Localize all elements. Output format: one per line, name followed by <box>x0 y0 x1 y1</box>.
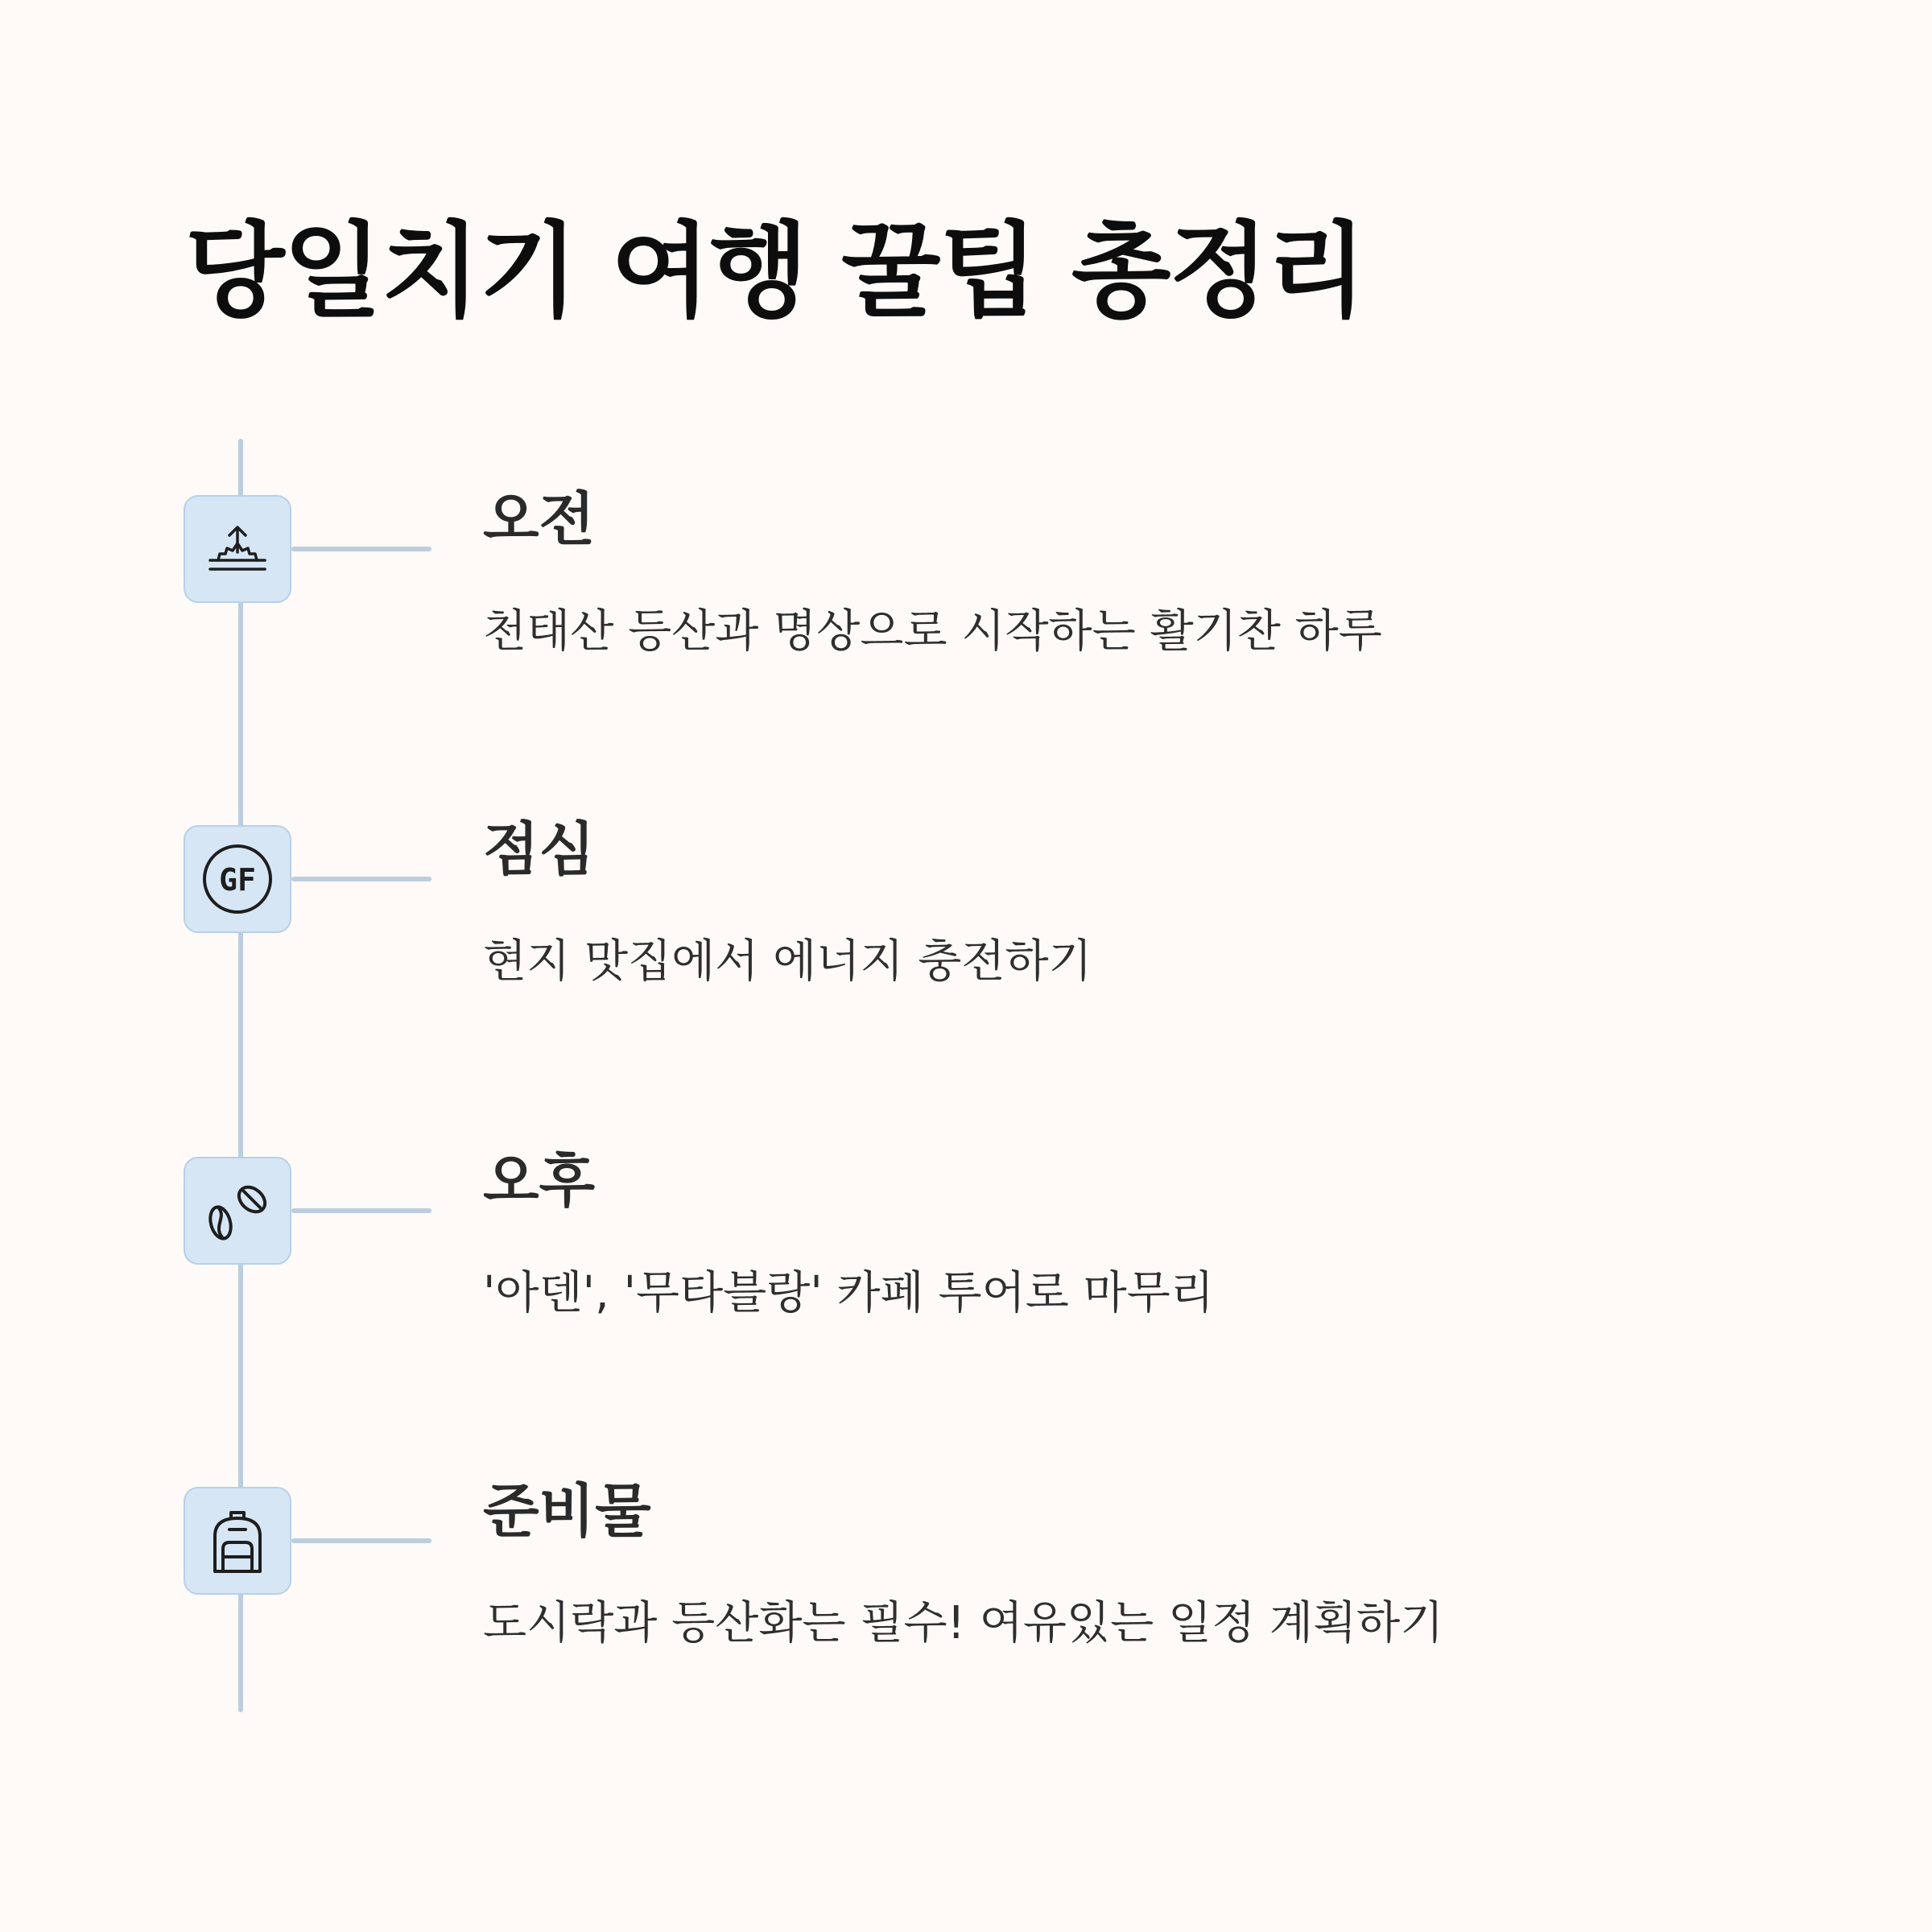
connector-morning <box>291 547 431 551</box>
step-icon-box-supplies <box>184 1487 291 1595</box>
step-icon-box-lunch <box>184 825 291 933</box>
step-desc-morning: 천태산 등산과 명상으로 시작하는 활기찬 하루 <box>483 605 1382 658</box>
coffee-beans-icon <box>199 1172 276 1249</box>
step-title-afternoon: 오후 <box>483 1147 596 1215</box>
connector-lunch <box>291 877 431 881</box>
page-title: 당일치기 여행 꿀팁 총정리 <box>185 212 1365 332</box>
sunrise-icon <box>199 510 276 588</box>
svg-text:GF: GF <box>219 862 256 898</box>
backpack-icon <box>199 1502 276 1579</box>
step-title-lunch: 점심 <box>483 815 596 883</box>
step-desc-supplies: 도시락과 등산화는 필수! 여유있는 일정 계획하기 <box>483 1597 1444 1649</box>
gluten-free-icon <box>199 840 276 918</box>
step-desc-lunch: 현지 맛집에서 에너지 충전하기 <box>483 935 1092 988</box>
connector-supplies <box>291 1538 431 1543</box>
step-icon-box-morning <box>184 495 291 603</box>
step-icon-box-afternoon <box>184 1157 291 1265</box>
connector-afternoon <box>291 1208 431 1213</box>
step-desc-afternoon: '아덴', '무타블랑' 카페 투어로 마무리 <box>483 1267 1214 1319</box>
step-title-morning: 오전 <box>483 485 596 553</box>
step-title-supplies: 준비물 <box>483 1477 651 1545</box>
